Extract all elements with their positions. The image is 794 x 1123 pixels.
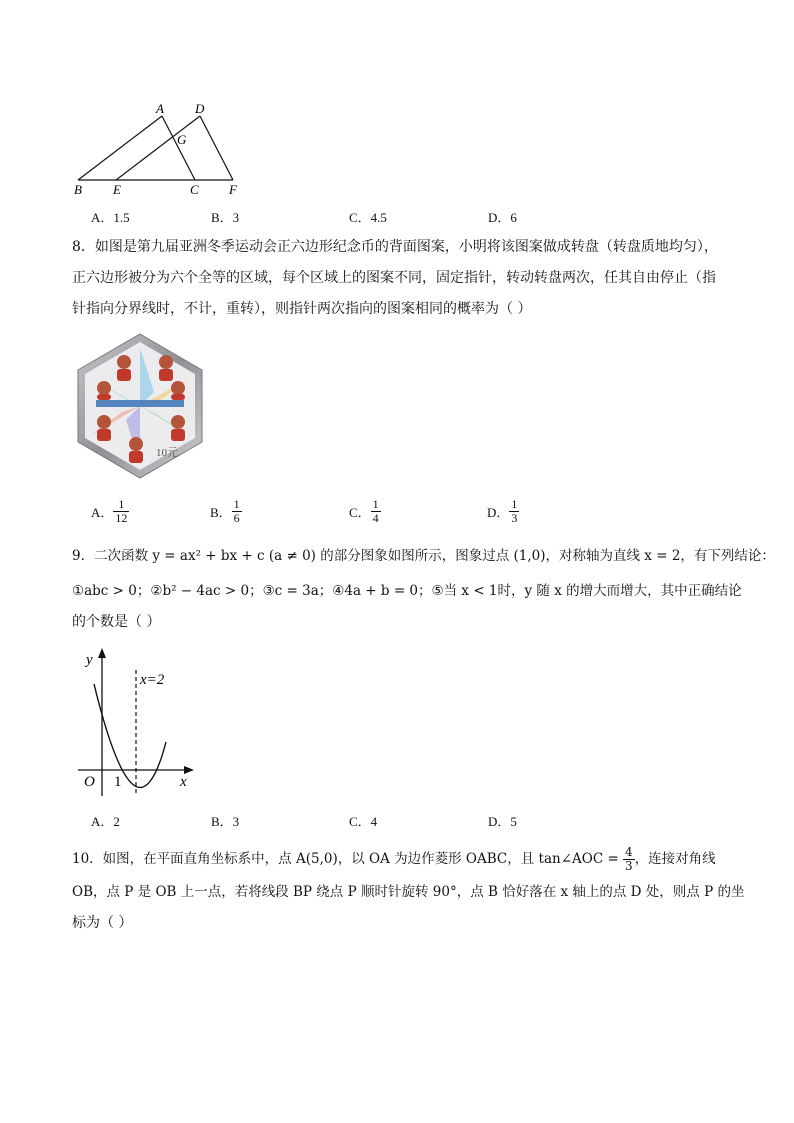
coin-denomination: 10元	[156, 447, 178, 459]
label-D: D	[195, 101, 205, 116]
q9-line-1: 9．二次函数 y = ax² + bx + c (a ≠ 0) 的部分图象如图所示，图象过点 (1,0)，对称轴为直线 x = 2，有下列结论：	[72, 548, 775, 564]
q7-option-d[interactable]: D．6	[488, 210, 517, 225]
label-B: B	[74, 182, 82, 196]
q9-option-b[interactable]: B．3	[211, 814, 240, 829]
q10-line-1: 10．如图，在平面直角坐标系中，点 A(5,0)，以 OA 为边作菱形 OABC，且 tan∠AOC = $\frac{4}{3}$ ，连接对角线	[72, 845, 716, 873]
q8-line-2: 正六边形被分为六个全等的区域，每个区域上的图案不同，固定指针，转动转盘两次，任其自由停止（指	[72, 270, 716, 286]
label-E: E	[113, 182, 121, 196]
graph-y-label: y	[86, 652, 93, 668]
q7-option-b[interactable]: B．3	[211, 210, 240, 225]
parabola-graph	[76, 646, 200, 800]
q8-option-a[interactable]: A． $\frac{1}{12}$	[91, 497, 128, 525]
q8-option-c[interactable]: C． $\frac{1}{4}$	[349, 497, 379, 525]
q8-line-1: 8．如图是第九届亚洲冬季运动会正六边形纪念币的背面图案，小明将该图案做成转盘（转盘质地均匀），	[72, 239, 718, 255]
symmetry-axis-label: x=2	[140, 672, 165, 688]
hexagon-coin-image	[74, 332, 206, 480]
q9-line-2: ①abc > 0；②b² − 4ac > 0；③c = 3a；④4a + b = 0；⑤当 x < 1时，y 随 x 的增大而增大，其中正确结论	[72, 583, 742, 599]
label-A: A	[156, 101, 164, 116]
q10-line-2: OB，点 P 是 OB 上一点，若将线段 BP 绕点 P 顺时针旋转 90°，点 B 恰好落在 x 轴上的点 D 处，则点 P 的坐	[72, 884, 745, 900]
q8-option-b[interactable]: B． $\frac{1}{6}$	[210, 497, 240, 525]
q8-line-3: 针指向分界线时，不计，重转），则指针两次指向的图案相同的概率为（ ）	[72, 301, 532, 317]
q9-line-3: 的个数是（ ）	[72, 614, 161, 630]
q7-option-a[interactable]: A．1.5	[91, 210, 130, 225]
q8-option-d[interactable]: D． $\frac{1}{3}$	[487, 497, 518, 525]
q9-option-d[interactable]: D．5	[488, 814, 517, 829]
q9-option-c[interactable]: C．4	[349, 814, 378, 829]
q9-option-a[interactable]: A．2	[91, 814, 120, 829]
graph-origin-label: O	[84, 774, 95, 790]
triangle-figure	[70, 100, 250, 196]
label-G: G	[177, 132, 187, 147]
graph-one-label: 1	[114, 774, 122, 790]
label-C: C	[190, 182, 199, 196]
label-F: F	[229, 182, 237, 196]
q7-option-c[interactable]: C．4.5	[349, 210, 387, 225]
graph-x-label: x	[180, 774, 187, 790]
q10-line-3: 标为（ ）	[72, 915, 133, 931]
